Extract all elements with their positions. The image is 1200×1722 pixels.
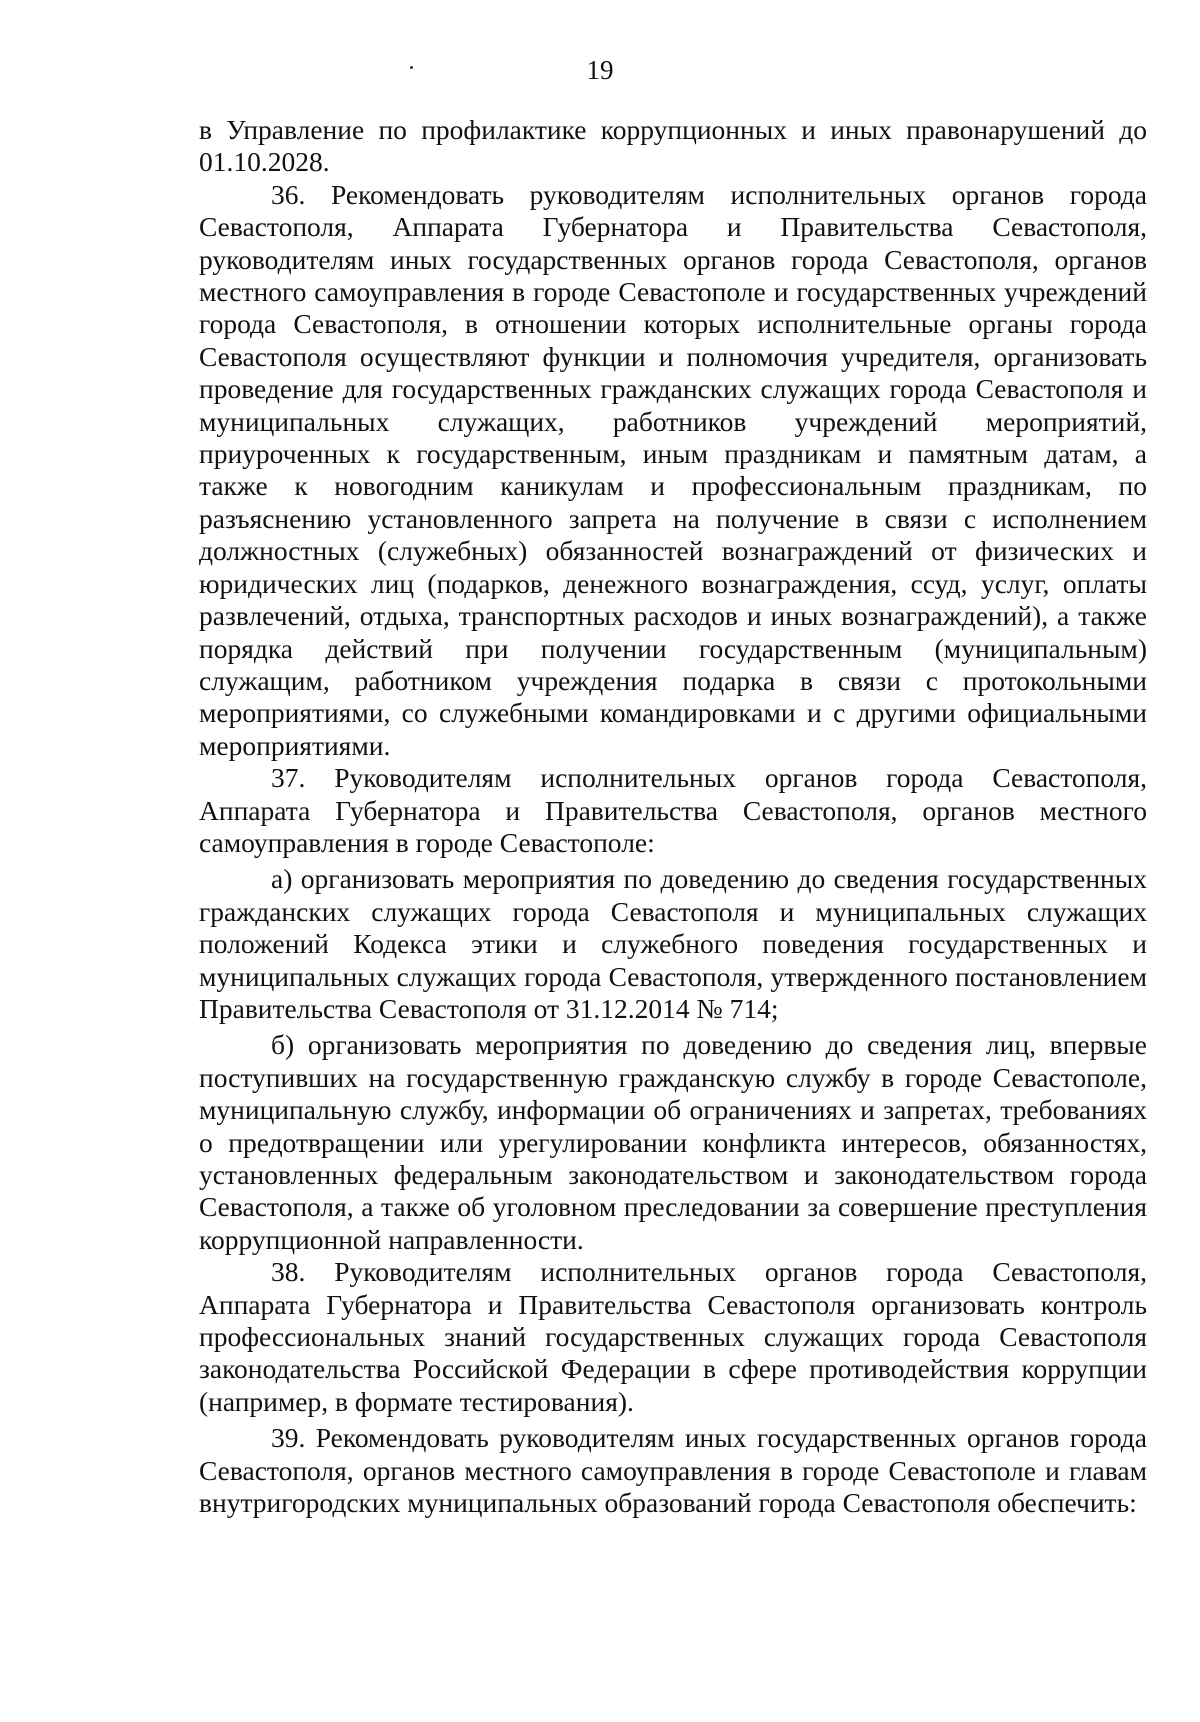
paragraph-item-37-a: а) организовать мероприятия по доведению до сведения государственных гражданских служащих города Севастополя и муниципальных служащих положений Кодекса этики и служебного поведения государственных и муниципальных служащих города Севастополя, утвержденного постановлением Правительства Севастополя от 31.12.2014 № 714; — [199, 863, 1147, 1024]
paragraph-continuation: в Управление по профилактике коррупционных и иных правонарушений до 01.10.2028. — [199, 114, 1147, 178]
paragraph-item-39: 39. Рекомендовать руководителям иных государственных органов города Севастополя, органов местного самоуправления в городе Севастополе и главам внутригородских муниципальных образований города Севастополя обеспечить: — [199, 1422, 1147, 1519]
paragraph-item-37-b: б) организовать мероприятия по доведению до сведения лиц, впервые поступивших на государственную гражданскую службу в городе Севастополе, муниципальную службу, информации об ограничениях и запретах, требованиях о предотвращении или урегулировании конфликта интересов, обязанностях, установленных федеральным законодательством и законодательством города Севастополя, а также об уголовном преследовании за совершение преступления коррупционной направленности. — [199, 1029, 1147, 1255]
page-number: 19 — [586, 55, 614, 85]
scan-speck — [410, 66, 413, 69]
paragraph-item-37: 37. Руководителям исполнительных органов города Севастополя, Аппарата Губернатора и Правительства Севастополя, органов местного самоуправления в городе Севастополе: — [199, 762, 1147, 858]
paragraph-item-36: 36. Рекомендовать руководителям исполнительных органов города Севастополя, Аппарата Губернатора и Правительства Севастополя, руководителям иных государственных органов города Севастополя, органов местного самоуправления в городе Севастополе и государственных учреждений города Севастополя, в отношении которых исполнительные органы города Севастополя осуществляют функции и полномочия учредителя, организовать проведение для государственных гражданских служащих города Севастополя и муниципальных служащих, работников учреждений мероприятий, приуроченных к государственным, иным праздникам и памятным датам, а также к новогодним каникулам и профессиональным праздникам, по разъяснению установленного запрета на получение в связи с исполнением должностных (служебных) обязанностей вознаграждений от физических и юридических лиц (подарков, денежного вознаграждения, ссуд, услуг, оплаты развлечений, отдыха, транспортных расходов и иных вознаграждений), а также порядка действий при получении государственным (муниципальным) служащим, работником учреждения подарка в связи с протокольными мероприятиями, со служебными командировками и с другими официальными мероприятиями. — [199, 178, 1147, 761]
paragraph-item-38: 38. Руководителям исполнительных органов города Севастополя, Аппарата Губернатора и Правительства Севастополя организовать контроль профессиональных знаний государственных служащих города Севастополя законодательства Российской Федерации в сфере противодействия коррупции (например, в формате тестирования). — [199, 1256, 1147, 1417]
document-body — [199, 114, 1147, 1519]
